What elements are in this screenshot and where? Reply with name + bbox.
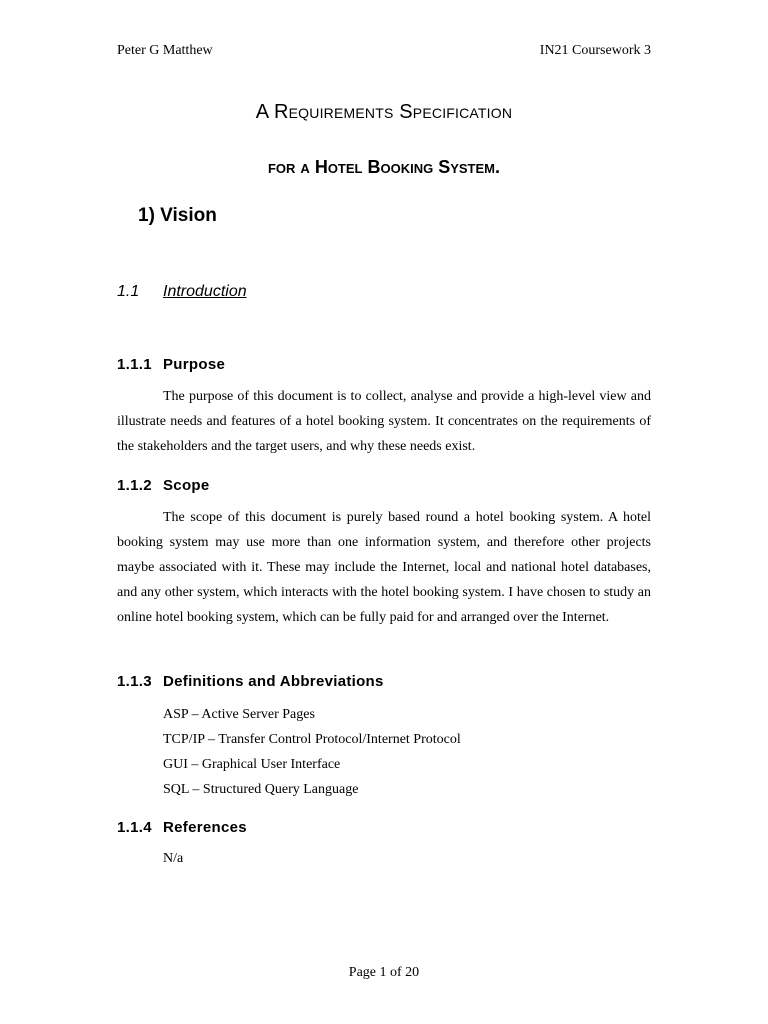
- heading-scope: [117, 477, 210, 494]
- references-text: N/a: [163, 851, 184, 866]
- list-item: ASP – Active Server Pages: [163, 707, 315, 722]
- header-author: Peter G Matthew: [117, 43, 213, 58]
- heading-number: 1.1.3: [117, 673, 152, 690]
- section-heading-vision: 1) Vision: [138, 205, 217, 226]
- heading-purpose: [117, 356, 225, 373]
- heading-label: Definitions and Abbreviations: [163, 673, 384, 690]
- heading-references: [117, 819, 247, 836]
- definitions-list: [163, 702, 461, 802]
- paragraph-text: The purpose of this document is to collect, analyse and provide a high-level view and illustrate needs and features of a hotel booking system. It concentrates on the requirements of the stakeholders and the target users, and why these needs exist.: [117, 389, 651, 454]
- heading-number: 1.1.2: [117, 477, 152, 494]
- heading-definitions: [117, 673, 384, 690]
- list-item: GUI – Graphical User Interface: [163, 757, 341, 772]
- heading-label: Purpose: [163, 356, 226, 373]
- paragraph-purpose: [117, 384, 651, 459]
- subsection-number: 1.1: [117, 283, 140, 300]
- document-subtitle: for a Hotel Booking System.: [267, 157, 500, 177]
- document-title: A Requirements Specification: [255, 101, 513, 123]
- paragraph-text: The scope of this document is purely based round a hotel booking system. A hotel booking system may use more than one information system, and therefore other projects maybe associated with it. These may include the Internet, local and national hotel databases, and any other system, which interacts with the hotel booking system. I have chosen to study an online hotel booking system, which can be fully paid for and arranged over the Internet.: [117, 510, 651, 625]
- list-item: TCP/IP – Transfer Control Protocol/Internet Protocol: [163, 732, 461, 747]
- list-item: SQL – Structured Query Language: [163, 782, 359, 797]
- heading-label: Scope: [163, 477, 210, 494]
- subsection-label: Introduction: [163, 283, 247, 300]
- heading-number: 1.1.4: [117, 819, 152, 836]
- header-course: IN21 Coursework 3: [539, 43, 651, 58]
- page-number: Page 1 of 20: [348, 965, 420, 980]
- heading-label: References: [163, 819, 247, 836]
- heading-number: 1.1.1: [117, 356, 152, 373]
- subsection-heading-introduction: [117, 283, 247, 301]
- paragraph-scope: [117, 505, 651, 630]
